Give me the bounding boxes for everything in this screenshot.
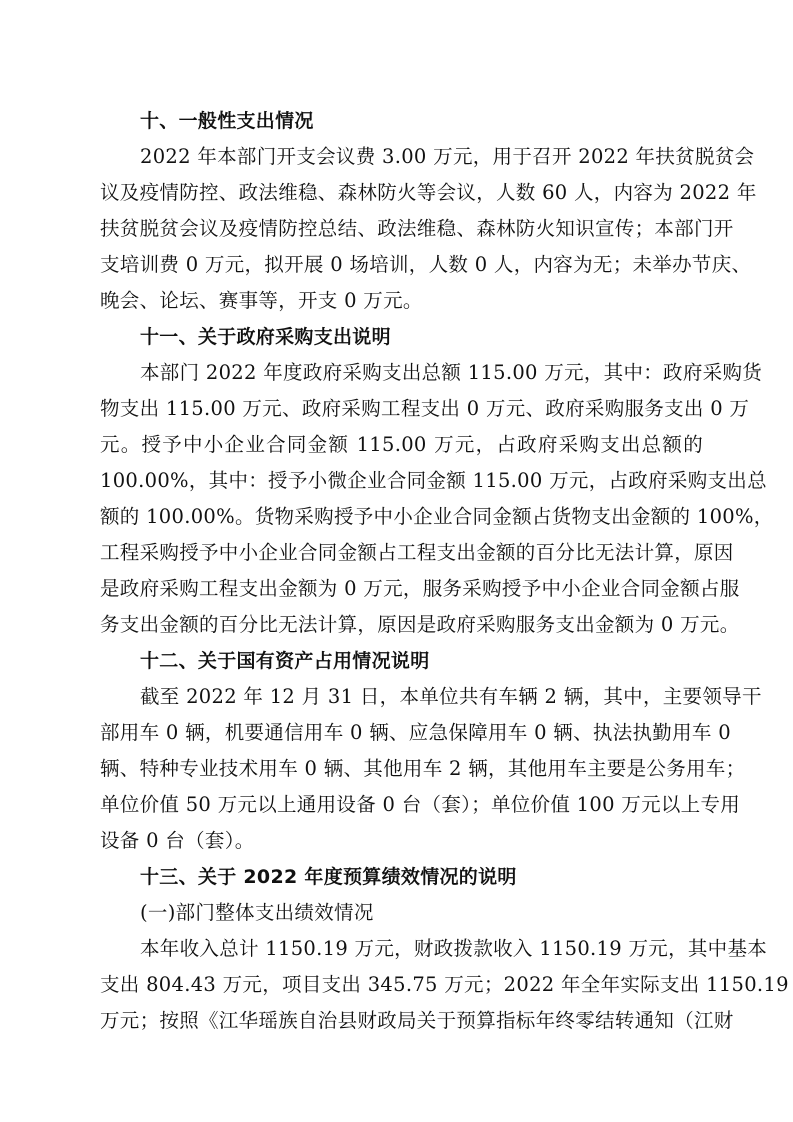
paragraph-line: 是政府采购工程支出金额为 0 万元，服务采购授予中小企业合同金额占服 bbox=[100, 577, 740, 600]
paragraph-line: 支培训费 0 万元，拟开展 0 场培训，人数 0 人，内容为无；未举办节庆、 bbox=[100, 253, 752, 276]
paragraph-line: 本部门 2022 年度政府采购支出总额 115.00 万元，其中：政府采购货 bbox=[140, 361, 763, 384]
paragraph-line: 工程采购授予中小企业合同金额占工程支出金额的百分比无法计算，原因 bbox=[100, 541, 734, 564]
paragraph-line: 辆、特种专业技术用车 0 辆、其他用车 2 辆，其他用车主要是公务用车； bbox=[100, 757, 746, 780]
paragraph-line: 议及疫情防控、政法维稳、森林防火等会议，人数 60 人，内容为 2022 年 bbox=[100, 181, 757, 204]
section-heading: 十、一般性支出情况 bbox=[140, 110, 314, 132]
section-heading: 十三、关于 2022 年度预算绩效情况的说明 bbox=[140, 866, 517, 888]
section-heading: 十一、关于政府采购支出说明 bbox=[140, 326, 391, 348]
section-heading: 十二、关于国有资产占用情况说明 bbox=[140, 650, 430, 672]
paragraph-line: 单位价值 50 万元以上通用设备 0 台（套）；单位价值 100 万元以上专用 bbox=[100, 793, 741, 816]
paragraph-line: 截至 2022 年 12 月 31 日，本单位共有车辆 2 辆，其中，主要领导干 bbox=[140, 685, 762, 708]
paragraph-line: 支出 804.43 万元，项目支出 345.75 万元；2022 年全年实际支出 1150.19 bbox=[100, 973, 789, 996]
paragraph-line: 额的 100.00%。货物采购授予中小企业合同金额占货物支出金额的 100%， bbox=[100, 505, 774, 528]
document-page bbox=[100, 103, 789, 1039]
paragraph-line: 2022 年本部门开支会议费 3.00 万元，用于召开 2022 年扶贫脱贫会 bbox=[140, 145, 755, 168]
paragraph-line: 万元；按照《江华瑶族自治县财政局关于预算指标年终零结转通知（江财 bbox=[100, 1009, 734, 1032]
paragraph-line: 务支出金额的百分比无法计算，原因是政府采购服务支出金额为 0 万元。 bbox=[100, 613, 740, 636]
paragraph-line: 元。授予中小企业合同金额 115.00 万元，占政府采购支出总额的 bbox=[100, 433, 703, 456]
paragraph-line: 设备 0 台（套）。 bbox=[100, 829, 255, 852]
paragraph-line: 100.00%，其中：授予小微企业合同金额 115.00 万元，占政府采购支出总 bbox=[100, 469, 767, 492]
paragraph-line: 晚会、论坛、赛事等，开支 0 万元。 bbox=[100, 289, 423, 312]
paragraph-line: 部用车 0 辆，机要通信用车 0 辆、应急保障用车 0 辆、执法执勤用车 0 bbox=[100, 721, 731, 744]
paragraph-line: 物支出 115.00 万元、政府采购工程支出 0 万元、政府采购服务支出 0 万 bbox=[100, 397, 750, 420]
subsection-heading: (一)部门整体支出绩效情况 bbox=[140, 901, 374, 924]
paragraph-line: 扶贫脱贫会议及疫情防控总结、政法维稳、森林防火知识宣传；本部门开 bbox=[100, 217, 734, 240]
paragraph-line: 本年收入总计 1150.19 万元，财政拨款收入 1150.19 万元，其中基本 bbox=[140, 937, 768, 960]
